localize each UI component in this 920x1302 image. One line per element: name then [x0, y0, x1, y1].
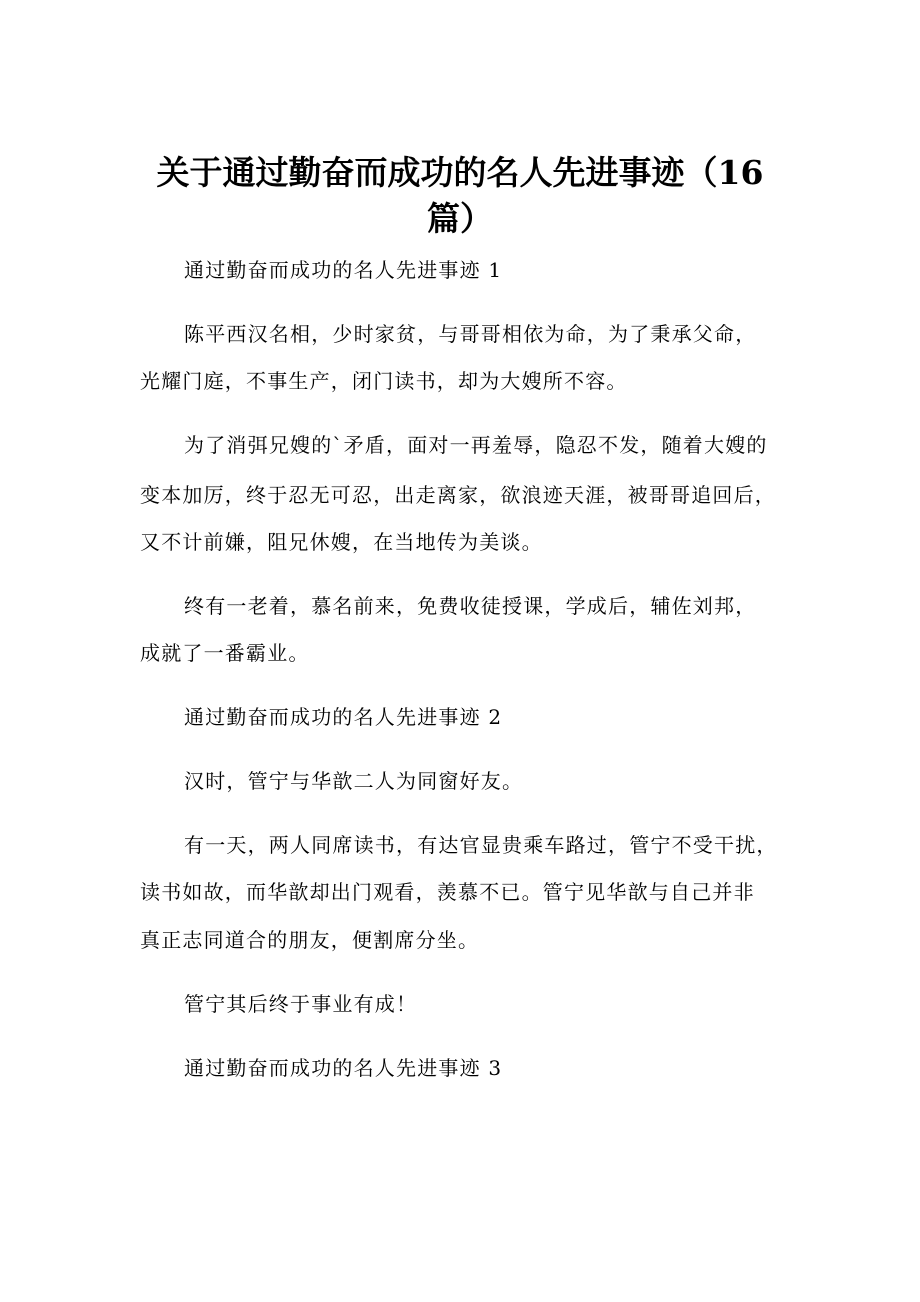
section-heading-1: 通过勤奋而成功的名人先进事迹 1 — [184, 258, 503, 282]
paragraph-line: 变本加厉，终于忍无可忍，出走离家，欲浪迹天涯，被哥哥追回后， — [140, 483, 776, 507]
paragraph-line: 终有一老着，慕名前来，免费收徒授课，学成后，辅佐刘邦， — [184, 594, 757, 618]
paragraph-line: 管宁其后终于事业有成！ — [184, 992, 418, 1016]
paragraph-line: 读书如故，而华歆却出门观看，羡慕不已。管宁见华歆与自己并非 — [140, 880, 755, 904]
section-heading-3: 通过勤奋而成功的名人先进事迹 3 — [184, 1056, 503, 1080]
paragraph-line: 有一天，两人同席读书，有达官显贵乘车路过，管宁不受干扰， — [184, 833, 778, 857]
paragraph-line: 真正志同道合的朋友，便割席分坐。 — [140, 928, 480, 952]
paragraph-line: 为了消弭兄嫂的`矛盾，面对一再羞辱，隐忍不发，随着大嫂的 — [184, 433, 768, 457]
document-title-line-2: 篇） — [427, 199, 493, 238]
paragraph-line: 成就了一番霸业。 — [140, 641, 310, 665]
paragraph-line: 汉时，管宁与华歆二人为同窗好友。 — [184, 769, 524, 793]
paragraph-line: 陈平西汉名相，少时家贫，与哥哥相依为命，为了秉承父命， — [184, 322, 757, 346]
paragraph-line: 光耀门庭，不事生产，闭门读书，却为大嫂所不容。 — [140, 369, 628, 393]
section-heading-2: 通过勤奋而成功的名人先进事迹 2 — [184, 705, 503, 729]
paragraph-line: 又不计前嫌，阻兄休嫂，在当地传为美谈。 — [140, 530, 543, 554]
document-title-line-1: 关于通过勤奋而成功的名人先进事迹（16 — [156, 153, 764, 192]
